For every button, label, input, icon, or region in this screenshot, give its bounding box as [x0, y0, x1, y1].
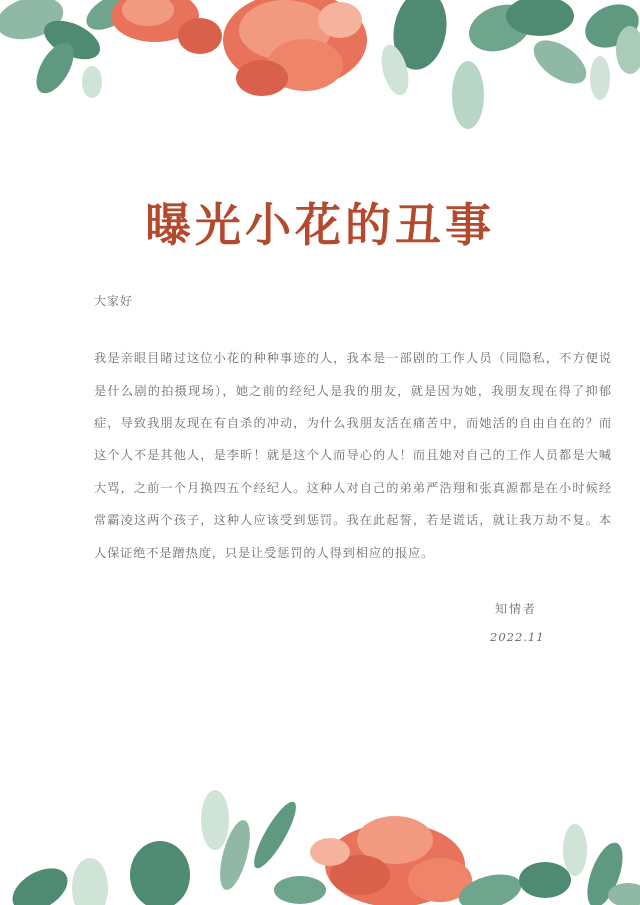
leaf-icon — [5, 790, 326, 905]
leaf-icon — [377, 0, 640, 129]
signature: 知情者 — [495, 602, 538, 616]
bottom-floral-decoration — [0, 780, 640, 905]
top-floral-decoration — [0, 0, 640, 135]
leaf-icon — [455, 824, 640, 905]
flower-icon — [111, 0, 367, 96]
greeting: 大家好 — [94, 294, 134, 308]
date: 2022.11 — [490, 630, 545, 644]
flower-icon — [310, 816, 472, 905]
letter-body: 我是亲眼目睹过这位小花的种种事迹的人，我本是一部剧的工作人员（同隐私，不方便说是什么剧的拍摄现场），她之前的经纪人是我的朋友，就是因为她，我朋友现在得了抑郁症，导致我朋友现在有自杀的冲动，为什么我朋友活在痛苦中，而她活的自由自在的？而这个人不是其他人，是李昕！就是这个人而导心的人！而且她对自己的工作人员都是大喊大骂，之前一个月换四五个经纪人。这种人对自己的弟弟严浩翔和张真源都是在小时候经常霸凌这两个孩子，这种人应该受到惩罚。我在此起誓，若是谎话，就让我万劫不复。本人保证绝不是蹭热度，只是让受惩罚的人得到相应的报应。 — [94, 351, 612, 560]
document-title: 曝光小花的丑事 — [145, 197, 495, 252]
